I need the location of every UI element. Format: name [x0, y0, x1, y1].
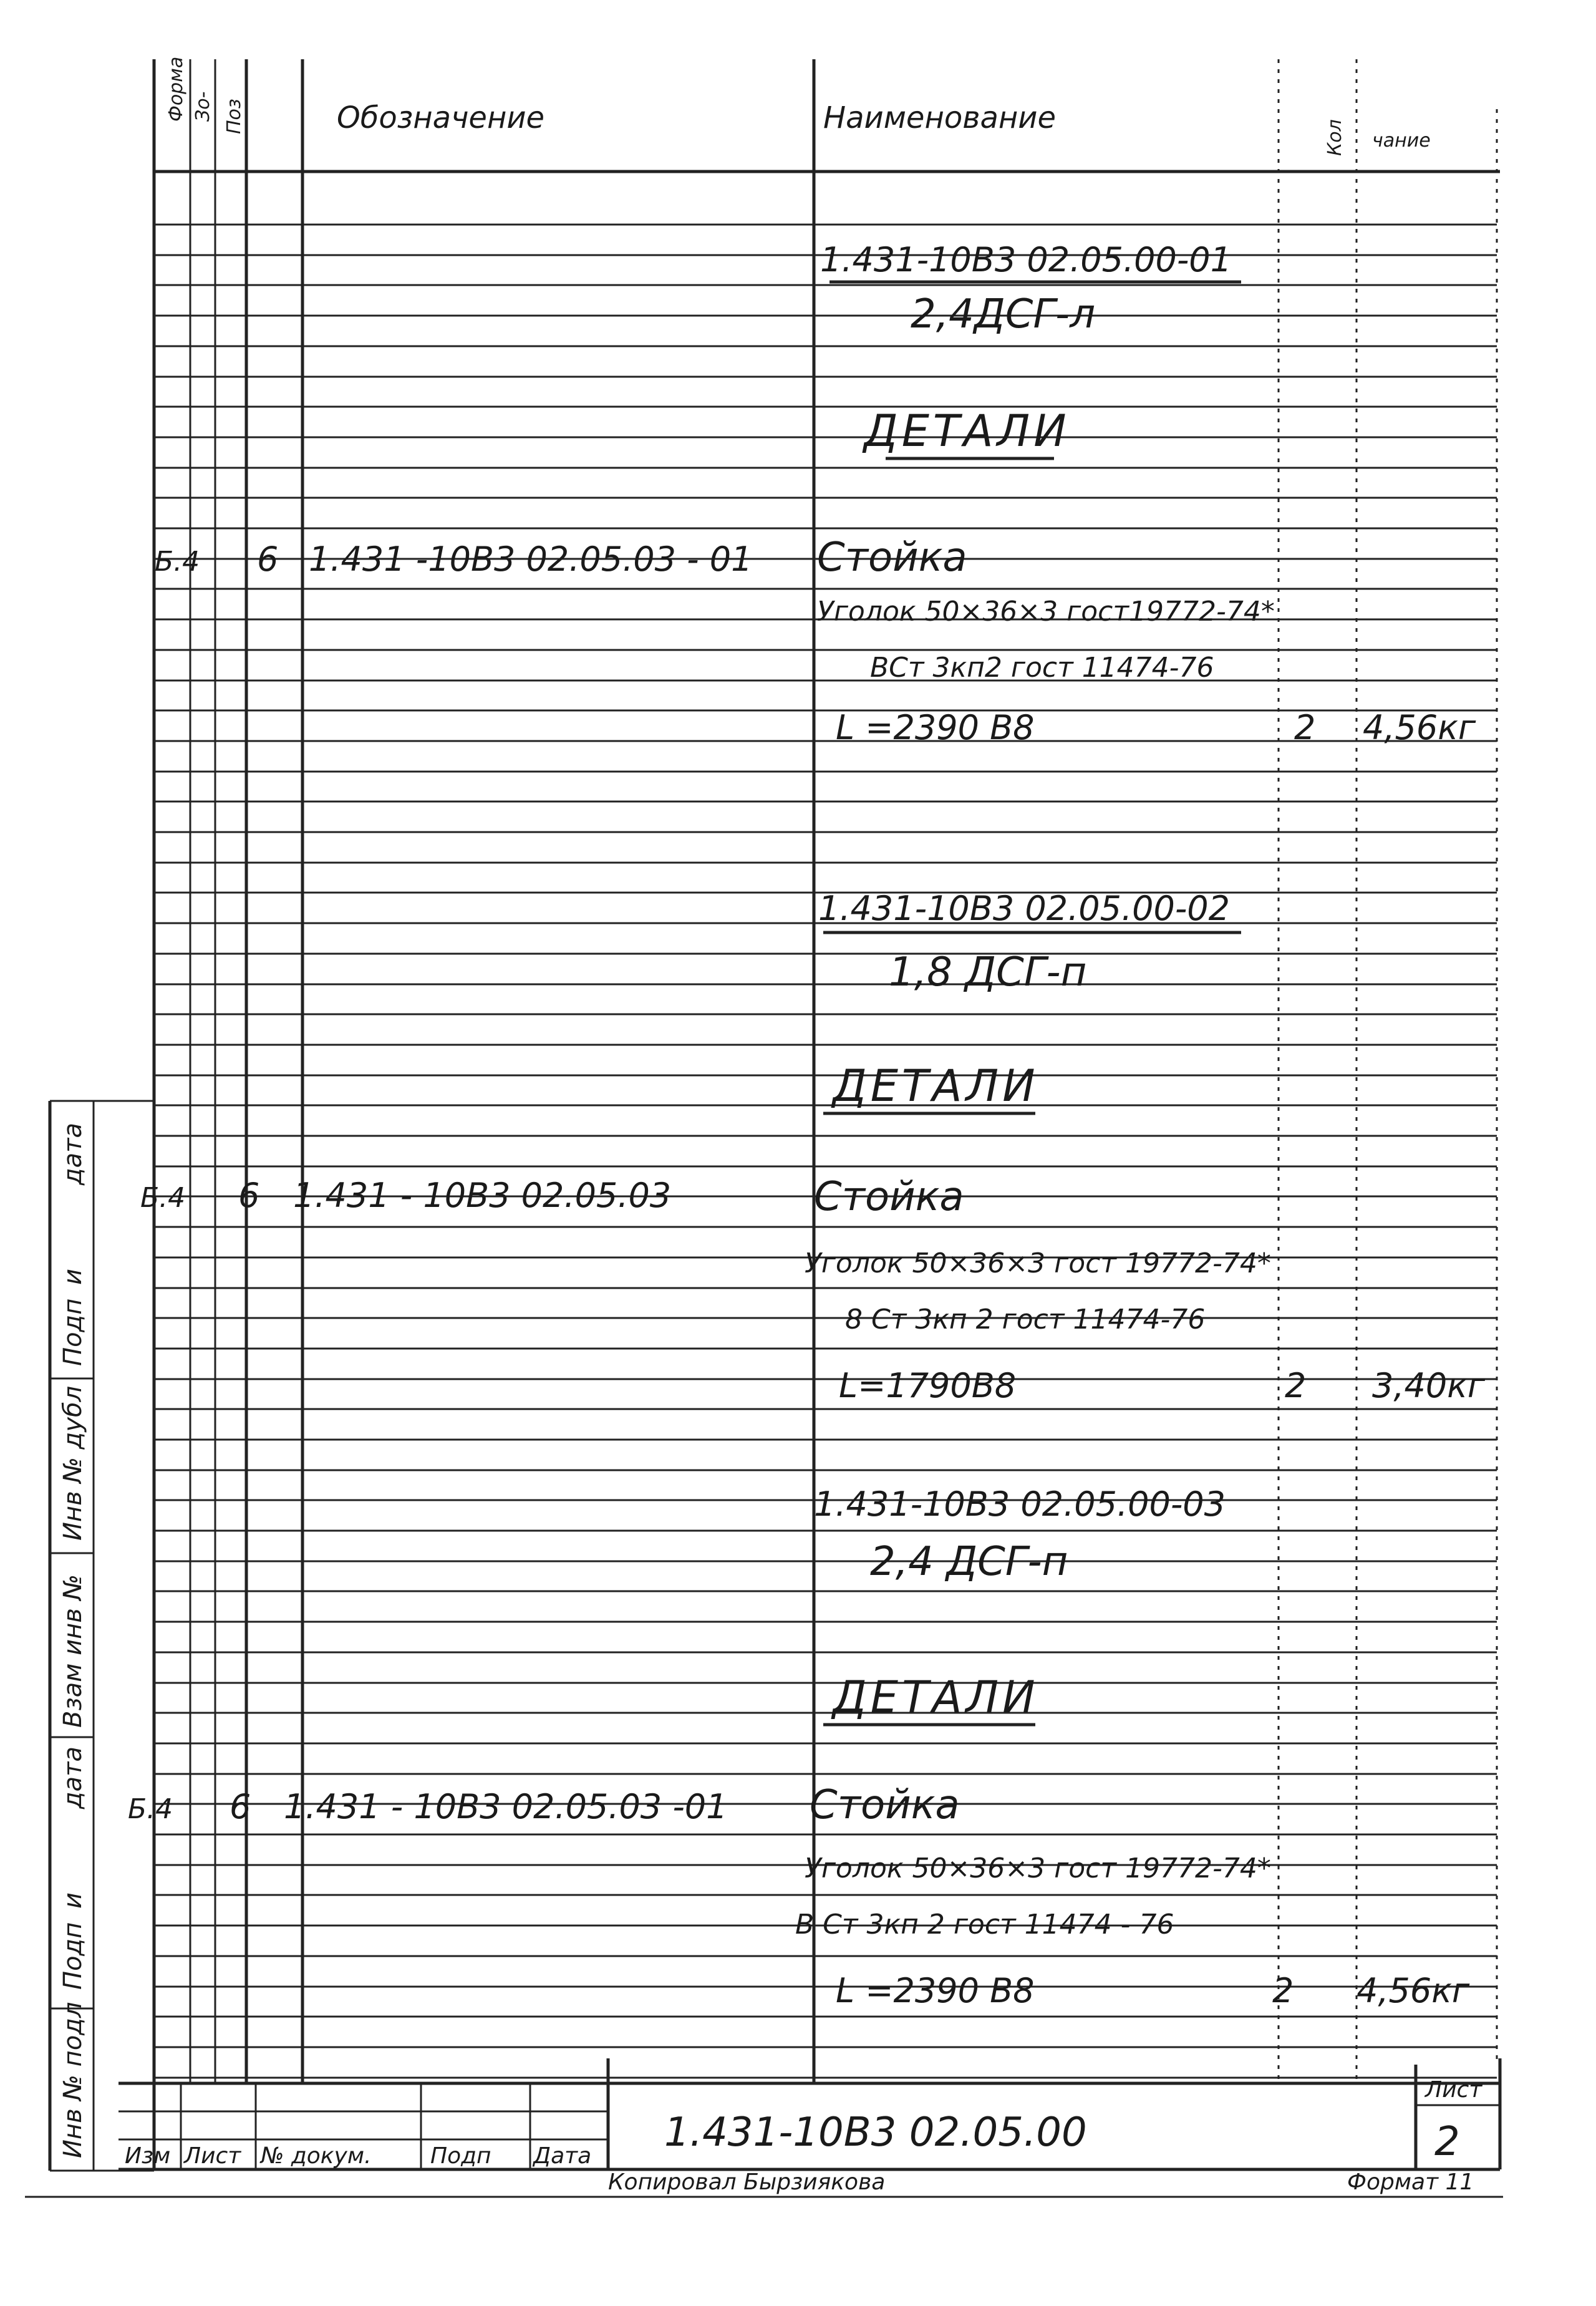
header-pos: Поз [223, 99, 245, 134]
row-note: 4,56кг [1357, 1971, 1470, 2010]
row-name: ВСт 3кп2 гост 11474-76 [870, 652, 1214, 684]
row-name: 2,4ДСГ-л [911, 291, 1096, 337]
tb-col-doc: № докум. [261, 2143, 372, 2169]
row-name: 1,8 ДСГ-п [889, 949, 1087, 996]
header-designation: Обозначение [337, 100, 545, 135]
table-header [165, 57, 1431, 156]
row-name: 1.431-10В3 02.05.00-03 [814, 1485, 1226, 1524]
row-name: Стойка [810, 1782, 960, 1828]
row-designation: 1.431 - 10В3 02.05.03 -01 [284, 1787, 728, 1826]
row-designation: 1.431 -10В3 02.05.03 - 01 [309, 540, 753, 579]
row-pos: 6 [238, 1176, 260, 1215]
tb-col-date: Дата [533, 2143, 592, 2169]
row-name: В Ст 3кп 2 гост 11474 - 76 [795, 1909, 1174, 1940]
side-sign: Подп [59, 1922, 87, 1990]
side-date: дата [59, 1123, 87, 1185]
side-and: и [59, 1892, 87, 1909]
row-name: Стойка [814, 1174, 964, 1220]
header-zone: Зо- [192, 91, 214, 122]
row-name: Уголок 50×36×3 гост 19772-74* [805, 1853, 1271, 1884]
tb-col-sign: Подп [430, 2143, 491, 2169]
header-format: Форма [165, 56, 187, 122]
side-sign: Подп [59, 1298, 87, 1366]
row-name: Уголок 50×36×3 гост19772-74* [817, 596, 1275, 627]
header-note: чание [1372, 130, 1431, 152]
section-heading: ДЕТАЛИ [833, 1672, 1039, 1723]
header-qty: Кол [1324, 119, 1346, 156]
row-name: L =2390 В8 [836, 708, 1035, 747]
tb-col-change: Изм [125, 2143, 171, 2169]
row-name: 1.431-10В3 02.05.00-01 [820, 240, 1232, 279]
row-qty: 2 [1285, 1366, 1307, 1405]
side-and: и [59, 1269, 87, 1285]
row-name: L =2390 В8 [836, 1971, 1035, 2010]
row-designation: 1.431 - 10В3 02.05.03 [293, 1176, 672, 1215]
tb-sheet-label: Лист [1425, 2077, 1482, 2103]
row-name: 2,4 ДСГ-п [870, 1539, 1068, 1585]
title-block [118, 2058, 1500, 2169]
row-format: Б.4 [155, 546, 200, 578]
row-name: Уголок 50×36×3 гост 19772-74* [805, 1247, 1271, 1279]
tb-sheet-number: 2 [1434, 2119, 1460, 2165]
side-stamp [50, 1101, 154, 2171]
tb-designation: 1.431-10В3 02.05.00 [664, 2110, 1087, 2156]
row-name: 1.431-10В3 02.05.00-02 [818, 889, 1231, 928]
side-date: дата [59, 1746, 87, 1809]
footer-copied: Копировал Бырзиякова [608, 2169, 886, 2195]
row-qty: 2 [1294, 708, 1316, 747]
footer [25, 2169, 1503, 2197]
row-pos: 6 [230, 1787, 251, 1826]
row-format: Б.4 [140, 1182, 186, 1214]
section-heading: ДЕТАЛИ [864, 405, 1070, 457]
row-name: 8 Ст 3кп 2 гост 11474-76 [845, 1304, 1206, 1335]
row-format: Б.4 [128, 1793, 173, 1825]
side-inv-dup: Инв № дубл [59, 1385, 87, 1541]
row-pos: 6 [257, 540, 279, 579]
table-body [128, 240, 1486, 2010]
row-note: 4,56кг [1363, 708, 1476, 747]
side-replace-inv: Взам инв № [59, 1574, 87, 1728]
side-inv-orig: Инв № подл [59, 2002, 87, 2158]
section-heading: ДЕТАЛИ [833, 1060, 1039, 1112]
header-name: Наименование [823, 100, 1057, 135]
row-name: Стойка [817, 535, 967, 581]
row-note: 3,40кг [1372, 1366, 1486, 1405]
row-qty: 2 [1272, 1971, 1294, 2010]
tb-col-sheet: Лист [184, 2143, 241, 2169]
row-name: L=1790В8 [839, 1366, 1017, 1405]
footer-format: Формат 11 [1347, 2169, 1474, 2195]
